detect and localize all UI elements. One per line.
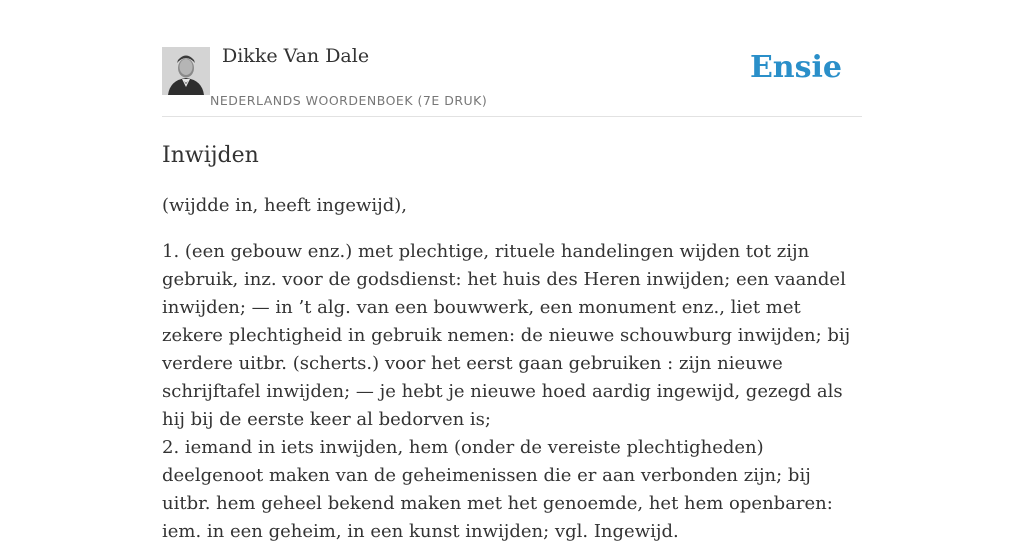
author-avatar[interactable] [162, 47, 210, 95]
entry-title: Inwijden [162, 143, 259, 168]
brand-logo[interactable]: Ensie [749, 50, 842, 85]
page [162, 0, 862, 546]
entry-grammar: (wijdde in, heeft ingewijd), [162, 195, 408, 216]
source-label[interactable]: NEDERLANDS WOORDENBOEK (7E DRUK) [210, 93, 488, 108]
author-name[interactable]: Dikke Van Dale [222, 45, 370, 67]
header [162, 0, 862, 117]
portrait-icon [162, 47, 210, 95]
entry-definition: 1. (een gebouw enz.) met plechtige, rituele handelingen wijden tot zijn gebruik, inz. voor de godsdienst: het huis des Heren inwijden; een vaandel inwijden; — in ’t alg. van een bouwwerk, een monument enz., liet met zekere plechtigheid in gebruik nemen: de nieuwe schouwburg inwijden; bij verdere uitbr. (scherts.) voor het eerst gaan gebruiken : zijn nieuwe schrijftafel inwijden; — je hebt je nieuwe hoed aardig ingewijd, gezegd als hij bij de eerste keer al bedorven is; 2. iemand in iets inwijden, hem (onder de vereiste plechtigheden) deelgenoot maken van de geheimenissen die er aan verbonden zijn; bij uitbr. hem geheel bekend maken met het genoemde, het hem openbaren: iem. in een geheim, in een kunst inwijden; vgl. Ingewijd. [162, 241, 851, 542]
